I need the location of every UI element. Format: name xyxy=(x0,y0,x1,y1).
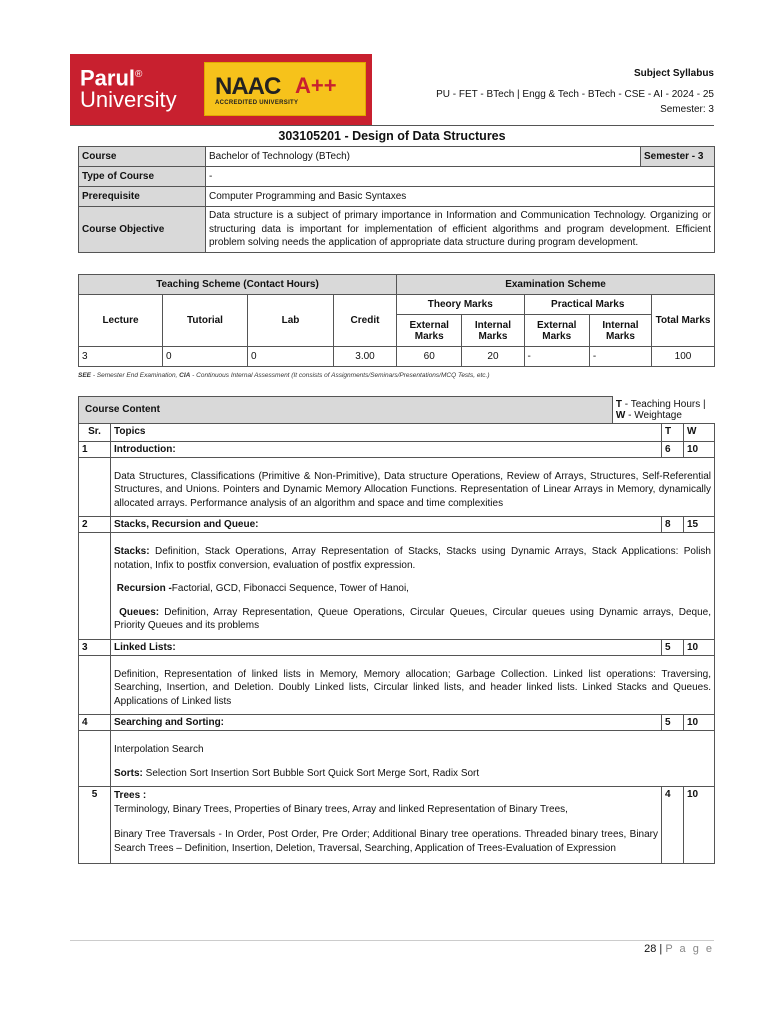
cia-text: - Continuous Internal Assessment (It consists of Assignments/Seminars/Presentations/MCQ Tests, etc.) xyxy=(190,372,490,379)
tutorial-value: 0 xyxy=(163,347,248,367)
unit-row xyxy=(79,715,715,731)
unit-weightage: 15 xyxy=(684,517,715,533)
unit-description-row xyxy=(79,731,715,787)
unit-title: Stacks, Recursion and Queue: xyxy=(111,517,662,533)
program-line: PU - FET - BTech | Engg & Tech - BTech - CSE - AI - 2024 - 25 xyxy=(436,89,714,100)
unit-title-block: Trees : Terminology, Binary Trees, Properties of Binary trees, Array and linked Representation of Binary Trees, Binary Tree Traversals - In Order, Post Order, Pre Order; Additional Binary tree operations. Threaded binary trees, Binary Search Trees – Definition, Insertion, Deletion, Traversal, Searching, Application of Trees-Evaluation of Expression xyxy=(111,787,662,864)
unit-hours: 6 xyxy=(662,441,684,457)
unit-title: Linked Lists: xyxy=(111,639,662,655)
registered-mark: ® xyxy=(135,69,143,80)
unit-weightage: 10 xyxy=(684,787,715,864)
see-text: - Semester End Examination, xyxy=(91,372,180,379)
cia-abbr: CIA xyxy=(179,372,191,379)
practical-internal-value: - xyxy=(589,347,651,367)
subject-syllabus-label: Subject Syllabus xyxy=(633,68,714,79)
header-info xyxy=(436,66,714,117)
total-value: 100 xyxy=(652,347,715,367)
page-header xyxy=(70,54,714,126)
footer-divider xyxy=(70,940,714,941)
lab-value: 0 xyxy=(248,347,334,367)
unit-row xyxy=(79,639,715,655)
theory-internal-header: Internal Marks xyxy=(462,315,524,347)
see-abbr: SEE xyxy=(78,372,92,379)
prerequisite-value: Computer Programming and Basic Syntaxes xyxy=(206,187,715,207)
logo-parul-text: Parul xyxy=(80,65,136,91)
course-info-table xyxy=(78,146,715,253)
naac-subtext: ACCREDITED UNIVERSITY xyxy=(215,100,299,106)
unit-row xyxy=(79,517,715,533)
unit-title: Searching and Sorting: xyxy=(111,715,662,731)
theory-external-header: External Marks xyxy=(397,315,462,347)
unit-sr: 5 xyxy=(79,787,111,864)
type-value: - xyxy=(206,167,715,187)
semester-cell: Semester - 3 xyxy=(641,147,715,167)
university-logo xyxy=(70,54,372,126)
unit-row xyxy=(79,441,715,457)
unit-description: Data Structures, Classifications (Primitive & Non-Primitive), Data structure Operations, Review of Arrays, Structures, Self-Referential Structures, and Unions. Pointers and Dynamic Memory Allocation Functions. Representation of Linear Arrays in Memory, dynamically allocated arrays. Performance analysis of an algorithm and space and time complexities xyxy=(111,457,715,517)
theory-internal-value: 20 xyxy=(462,347,524,367)
course-content-label: Course Content xyxy=(79,397,613,424)
course-content-table xyxy=(78,396,715,864)
tutorial-header: Tutorial xyxy=(163,295,248,347)
objective-value: Data structure is a subject of primary importance in Information and Communication Technology. Organizing or structuring data is important for implementation of efficient algorithms and program development. Efficient problem solving needs the application of appropriate data structure during program development. xyxy=(206,207,715,253)
practical-external-header: External Marks xyxy=(524,315,589,347)
naac-grade: A++ xyxy=(295,73,337,98)
header-divider xyxy=(70,125,714,126)
unit-weightage: 10 xyxy=(684,639,715,655)
naac-text: NAAC xyxy=(215,73,281,100)
type-label: Type of Course xyxy=(79,167,206,187)
unit-hours: 5 xyxy=(662,639,684,655)
practical-internal-header: Internal Marks xyxy=(589,315,651,347)
unit-description: Definition, Representation of linked lists in Memory, Memory allocation; Garbage Collection. Linked list operations: Traversing, Searching, Insertion, and Deletion. Doubly Linked lists, Circular linked lists, and header linked lists. Linked Stacks and Queues. Applications of Linked lists xyxy=(111,655,715,715)
exam-scheme-header: Examination Scheme xyxy=(397,275,715,295)
unit-hours: 4 xyxy=(662,787,684,864)
scheme-footnote xyxy=(78,372,490,379)
lecture-value: 3 xyxy=(79,347,163,367)
prerequisite-label: Prerequisite xyxy=(79,187,206,207)
unit-hours: 8 xyxy=(662,517,684,533)
unit-description-row xyxy=(79,457,715,517)
logo-university-text: University xyxy=(80,87,177,112)
topics-header: Topics xyxy=(111,423,662,441)
unit-sr: 4 xyxy=(79,715,111,731)
unit-description: Stacks: Definition, Stack Operations, Array Representation of Stacks, Stacks using Dynamic Arrays, Stack Applications: Polish notation, Infix to postfix conversion, evaluation of postfix expression. Recursion -Factorial, GCD, Fibonacci Sequence, Tower of Hanoi, Queues: Definition, Array Representation, Queue Operations, Circular Queues, Circular queues using Dynamic arrays, Deque, Priority Queues and its problems xyxy=(111,533,715,640)
unit-sr: 2 xyxy=(79,517,111,533)
objective-label: Course Objective xyxy=(79,207,206,253)
unit-sr: 1 xyxy=(79,441,111,457)
theory-external-value: 60 xyxy=(397,347,462,367)
unit-row xyxy=(79,787,715,864)
unit-sr: 3 xyxy=(79,639,111,655)
teaching-scheme-header: Teaching Scheme (Contact Hours) xyxy=(79,275,397,295)
unit-description-row xyxy=(79,655,715,715)
naac-badge xyxy=(204,62,366,116)
course-value: Bachelor of Technology (BTech) xyxy=(206,147,641,167)
lecture-header: Lecture xyxy=(79,295,163,347)
unit-hours: 5 xyxy=(662,715,684,731)
practical-external-value: - xyxy=(524,347,589,367)
unit-weightage: 10 xyxy=(684,441,715,457)
unit-description: Interpolation Search Sorts: Selection Sort Insertion Sort Bubble Sort Quick Sort Merge Sort, Radix Sort xyxy=(111,731,715,787)
unit-title: Trees : xyxy=(114,790,147,801)
semester-line: Semester: 3 xyxy=(660,104,714,115)
credit-header: Credit xyxy=(334,295,397,347)
course-label: Course xyxy=(79,147,206,167)
t-header: T xyxy=(662,423,684,441)
theory-marks-header: Theory Marks xyxy=(397,295,525,315)
credit-value: 3.00 xyxy=(334,347,397,367)
unit-weightage: 10 xyxy=(684,715,715,731)
course-title: 303105201 - Design of Data Structures xyxy=(278,129,506,143)
lab-header: Lab xyxy=(248,295,334,347)
unit-description-row xyxy=(79,533,715,640)
page-number: 28 | P a g e xyxy=(644,943,714,955)
w-header: W xyxy=(684,423,715,441)
unit-title: Introduction: xyxy=(111,441,662,457)
total-marks-header: Total Marks xyxy=(652,295,715,347)
scheme-table xyxy=(78,274,715,367)
sr-header: Sr. xyxy=(79,423,111,441)
practical-marks-header: Practical Marks xyxy=(524,295,652,315)
content-legend: T - Teaching Hours | W - Weightage xyxy=(612,397,714,424)
